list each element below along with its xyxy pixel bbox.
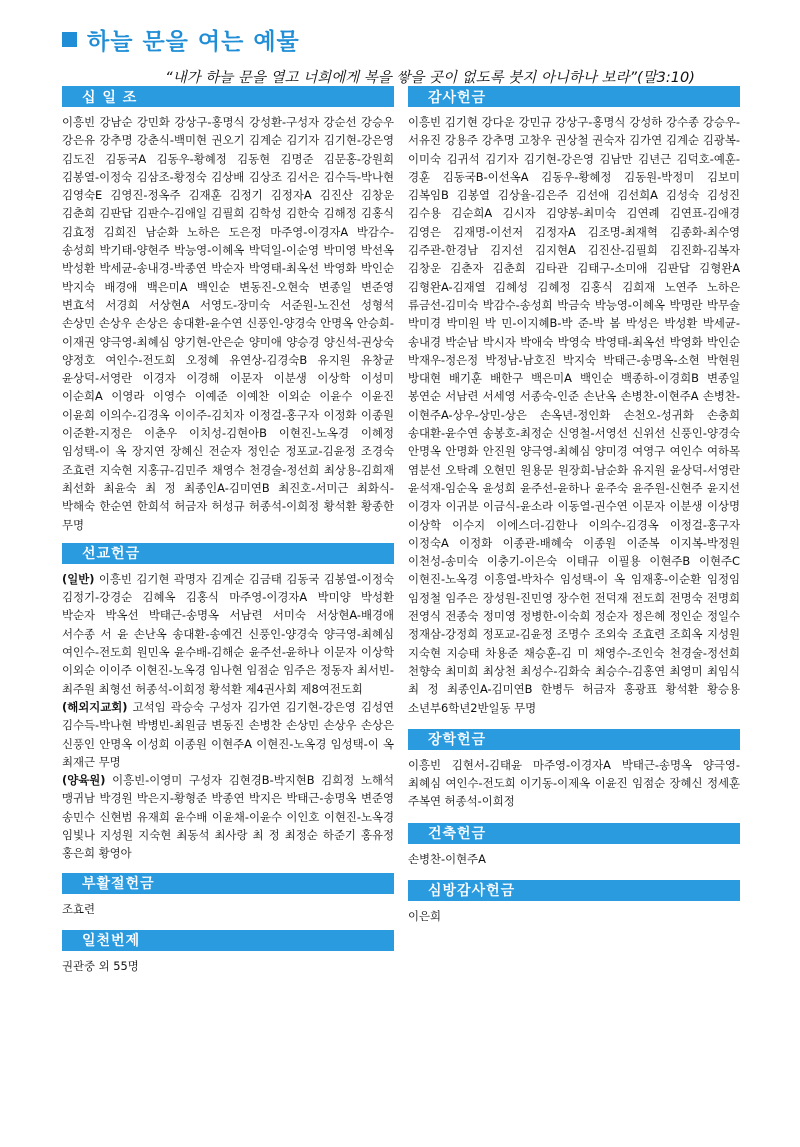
subgroup-names: 이흥빈-이영미 구성자 김현경B-박지현B 김희정 노해석 맹귀남 박경원 박은지-황형준 박종연 박지은 박태근-송명옥 변준영 송민수 신현범 유재희 윤수배 이윤채-이윤수 이인호 이현진-노옥경 임빛나 지성원 지숙현 최동석 최사랑 최 정 최정순 하준기 홍유정 홍은희 황영아 xyxy=(62,773,394,861)
section-scholarship xyxy=(408,729,740,811)
section-building xyxy=(408,823,740,868)
subgroup-general xyxy=(62,570,394,698)
section-header xyxy=(408,86,740,107)
section-header xyxy=(62,86,394,107)
subgroup-label: (일반) xyxy=(62,571,95,586)
section-title: 일천번제 xyxy=(82,933,141,950)
section-header xyxy=(62,543,394,564)
section-mission xyxy=(62,543,394,863)
section-header xyxy=(408,729,740,750)
subgroup-nursing xyxy=(62,771,394,862)
donor-list xyxy=(62,570,394,863)
section-header xyxy=(62,930,394,951)
donor-list: 이흥빈 강남순 강민화 강상구-홍명식 강성환-구성자 강순선 강승우 강은유 강추명 강춘식-백미현 권오기 김계순 김기자 김기현-강은영 김도진 김동국A 김동우-황혜정 김동현 김명준 김문홍-강원희 김봉열-이정숙 김삼조-황정숙 김상배 김상조 김서은 김수득-박나현 김영숙E 김영진-정옥주 김재훈 김정기 김정자A 김진산 김창운 김춘희 김판답 김판수-김애일 김필희 김학성 김한숙 김해정 김홍식 김효정 김희진 남순화 노하은 도은정 마주영-이경자A 박감수-송성희 박기태-양현주 박능영-이혜옥 박덕일-이순영 박미영 박선옥 박성환 박세균-송내경-박종연 박순자 박영태-최옥선 박영화 박인순 박지숙 배경애 백은미A 백인순 변동진-오현숙 변종일 변준영 변효석 서경희 서상현A 서영도-장미숙 서준원-노진선 성형석 손상민 손상우 손상은 송대환-윤수연 신풍인-양경숙 안명옥 안승희-이재권 양극영-최혜심 양기현-안은순 양미애 양승경 양신석-권상숙 양정호 여인수-전도희 오정혜 유연상-김경숙B 유지원 유창균 윤상덕-서영란 이경자 이경해 이문자 이분생 이상학 이성미 이순희A 이영라 이영수 이예준 이예찬 이외순 이윤수 이윤진 이윤희 이의수-김경옥 이이주-김치자 이정걸-홍구자 이정화 이종원 이준환-지정은 이춘우 이치성-김현아B 이현진-노옥경 이혜정 임성택-이 옥 장지연 장혜신 전순자 정인순 정포교-김윤정 조경숙 조효련 지숙현 지홍규-김민주 채영수 천경술-정선희 최상용-김희재 최선화 최윤숙 최 정 최종인A-김미연B 최진호-서미근 최화식-박해숙 한순연 한희석 허금자 허성규 허종석-이희정 황석환 황종한 무명 xyxy=(62,115,394,532)
subgroup-names: 이흥빈 김기현 곽명자 김계순 김금태 김동국 김봉열-이정숙 김정기-강경순 김혜옥 김홍식 마주영-이경자A 박미양 박성환 박순자 박옥선 박태근-송명옥 서남련 서미숙 서상현A-배경애 서수종 서 윤 손난옥 송대환-송예건 신풍인-양경숙 양극영-최혜심 여인수-전도희 원민옥 윤수배-김해순 윤주선-윤하나 이문자 이상학 이외순 이이주 이현진-노옥경 임나현 임점순 임주은 정동자 최서빈-최주원 최형선 허종석-이희정 황석환 제4권사회 제8여전도회 xyxy=(62,571,394,696)
subgroup-label: (해외지교회) xyxy=(62,699,128,714)
section-thousand-offering xyxy=(62,930,394,975)
section-easter xyxy=(62,873,394,918)
donor-list: 권관중 외 55명 xyxy=(62,958,139,973)
section-title: 심방감사헌금 xyxy=(428,883,516,900)
section-tithe xyxy=(62,86,394,534)
subgroup-names: 고석임 곽승숙 구성자 김가연 김기현-강은영 김성연 김수득-박나현 박병빈-최원금 변동진 손병찬 손상민 손상우 손상은 신풍인 안명옥 이성희 이종원 이현주A 이현진-노옥경 임성택-이 옥 최재근 무명 xyxy=(62,699,394,769)
section-header xyxy=(408,823,740,844)
section-title: 선교헌금 xyxy=(82,546,141,563)
section-title: 감사헌금 xyxy=(428,89,487,106)
page-header xyxy=(62,22,300,56)
donor-list: 이흥빈 김기현 강다운 강민규 강상구-홍명식 강성하 강수종 강승우-서유진 강용주 강추명 고창우 권상철 권숙자 김가연 김계순 김광복-이미숙 김귀석 김기자 김기현-강은영 김남만 김년근 김덕호-예훈-경훈 김동국B-이선옥A 김동우-황혜정 김동원-박정미 김보미 김복임B 김봉열 김상율-김은주 김선애 김선희A 김성숙 김성진 김수용 김순희A 김시자 김양봉-최미숙 김연례 김연표-김애경 김영은 김재명-이선저 김정자A 김조명-최재혁 김종화-최수영 김주관-한경남 김지선 김지현A 김진산-김필희 김진화-김복자 김창운 김춘자 김춘희 김타관 김태구-소미애 김판답 김형완A 김형완A-김재열 김혜성 김혜정 김홍식 김희재 노연주 노하은 류금선-김미숙 박감수-송성희 박금숙 박능영-이혜옥 박명란 박무술 박미경 박미원 박 민-이지혜B-박 준-박 봄 박성은 박성환 박세균-송내경 박순남 박시자 박애숙 박영숙 박영태-최옥선 박영화 박인순 박재우-정은정 박정남-남호진 박지숙 박태근-송명옥-소현 박현원 방대현 배기훈 배한구 백은미A 백인순 백종하-이경희B 변종일 봉연순 서남련 서세영 서종숙-인준 손난옥 손병찬-이현주A 손병찬-이현주A-상우-상민-상은 손옥년-정인화 손천오-성귀화 손충희 송대환-윤수연 송봉호-최정순 신영철-서영선 신위선 신풍인-양경숙 안명옥 안명화 안진원 양극영-최혜심 양미경 여영구 여인수 여하목 염분선 오탁례 오현민 원용문 원장희-남순화 유지원 윤상덕-서영란 윤석재-임순옥 윤성희 윤주선-윤하나 윤주숙 윤주원-신현주 윤지선 이경자 이귀분 이금식-윤소라 이동열-권수연 이문자 이분생 이상명 이상학 이수지 이에스더-김한나 이의수-김경옥 이정걸-홍구자 이정숙A 이정화 이종관-배혜숙 이종원 이준복 이지복-박정원 이천성-송미숙 이충기-이은숙 이태규 이필용 이현주B 이현주C 이현진-노옥경 이흥열-박차수 임성택-이 옥 임재홍-이순환 임정임 임정철 임주은 장성원-진민영 장수헌 전덕재 전도희 전명숙 전명희 전영식 전종숙 정미영 정병한-이숙희 정순자 정은혜 정인순 정일수 정재삼-강정희 정포교-김윤정 조명수 조외숙 조효련 조희옥 지성원 지숙현 지승태 차용준 채승훈-김 미 채영수-조인숙 천경술-정선희 천향숙 최미희 최상천 최성수-김화숙 최승수-김홍연 최영미 최임식 최 정 최종인A-김미연B 한병두 허금자 홍광표 황석환 황승용 소년부6학년2반일동 무명 xyxy=(408,115,740,715)
donor-list: 이은희 xyxy=(408,908,442,923)
section-title: 장학헌금 xyxy=(428,732,487,749)
subgroup-overseas xyxy=(62,698,394,771)
section-thanks xyxy=(408,86,740,717)
donor-list: 조효련 xyxy=(62,901,96,916)
right-column xyxy=(408,86,740,925)
section-title: 부활절헌금 xyxy=(82,876,155,893)
page-title: 하늘 문을 여는 예물 xyxy=(87,28,300,55)
subgroup-label: (양육원) xyxy=(62,773,106,788)
bible-verse: “내가 하늘 문을 열고 너희에게 복을 쌓을 곳이 없도록 붓지 아니하나 보라”(말3:10) xyxy=(165,70,695,86)
title-square-icon xyxy=(62,32,77,47)
section-title: 십 일 조 xyxy=(82,89,138,106)
section-header xyxy=(408,880,740,901)
section-title: 건축헌금 xyxy=(428,826,487,843)
section-visit-thanks xyxy=(408,880,740,925)
left-column xyxy=(62,86,394,975)
section-header xyxy=(62,873,394,894)
donor-list: 이흥빈 김현서-김태윤 마주영-이경자A 박태근-송명옥 양극영-최혜심 여인수-전도희 이기동-이제옥 이윤진 임점순 장혜신 정세훈 주복연 허종석-이희정 xyxy=(408,757,740,809)
donor-list: 손병찬-이현주A xyxy=(408,851,486,866)
